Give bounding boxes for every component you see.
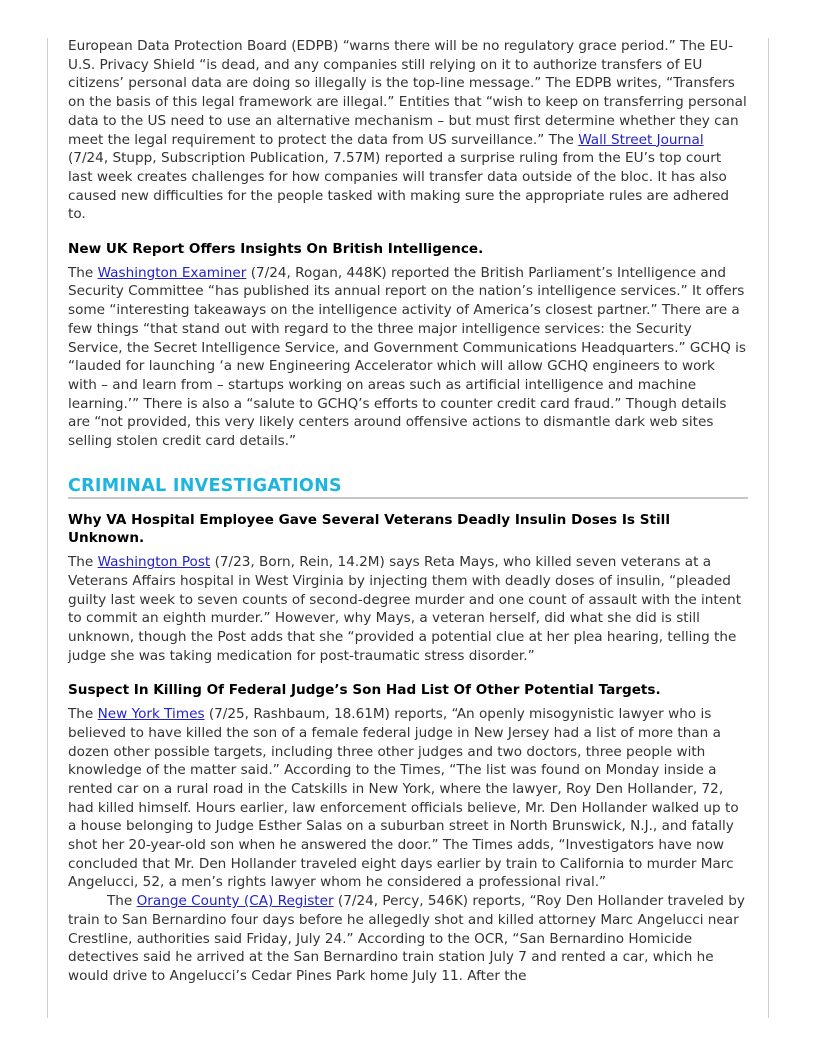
paragraph-text: The [68,554,98,571]
headline-va-hospital: Why VA Hospital Employee Gave Several Veterans Deadly Insulin Doses Is Still Unknown. [68,511,670,547]
paragraph-va-hospital [68,553,748,665]
paragraph-new-york-times [68,705,748,892]
link-orange-county-register[interactable]: Orange County (CA) Register [136,893,334,910]
section-title-criminal-investigations: CRIMINAL INVESTIGATIONS [68,475,748,499]
paragraph-orange-county-register [68,892,748,986]
headline-suspect-judge: Suspect In Killing Of Federal Judge’s Son Had List Of Other Potential Targets. [68,682,661,699]
paragraph-text: (7/24, Stupp, Subscription Publication, 7.57M) reported a surprise ruling from the EU’s top court last week creates challenges for how companies will transfer data outside of the bloc. It has also caused new difficulties for the people tasked with making sure the appropriate rules are adhered to. [68,150,730,223]
link-washington-post[interactable]: Washington Post [97,554,211,571]
paragraph-text: (7/24, Percy, 546K) reports, “Roy Den Hollander traveled by train to San Bernardino four days before he allegedly shot and killed attorney Marc Angelucci near Crestline, authorities said Friday, July 24.” According to the OCR, “San Bernardino Homicide detectives said he arrived at the San Bernardino train station July 7 and rented a car, which he would drive to Angelucci’s Cedar Pines Park home July 11. After the [68,893,745,984]
document-body [68,37,748,986]
paragraph-text: (7/23, Born, Rein, 14.2M) says Reta Mays, who killed seven veterans at a Veterans Affairs hospital in West Virginia by injecting them with deadly doses of insulin, “pleaded guilty last week to seven counts of second-degree murder and one count of assault with the intent to commit an eighth murder.” However, why Mays, a veteran herself, did what she did is still unknown, though the Post adds that she “provided a potential clue at her plea hearing, telling the judge she was taking medication for post-traumatic stress disorder.” [68,554,742,664]
link-washington-examiner[interactable]: Washington Examiner [97,264,247,281]
paragraph-uk-report [68,264,748,451]
paragraph-edpb [68,37,748,224]
paragraph-text: (7/25, Rashbaum, 18.61M) reports, “An openly misogynistic lawyer who is believed to have killed the son of a female federal judge in New Jersey had a list of more than a dozen other possible targets, including three other judges and two doctors, three people with knowledge of the matter said.” According to the Times, “The list was found on Monday inside a rented car on a rural road in the Catskills in New York, where the lawyer, Roy Den Hollander, 72, had killed himself. Hours earlier, law enforcement officials believe, Mr. Den Hollander walked up to a house belonging to Judge Esther Salas on a suburban street in North Brunswick, N.J., and fatally shot her 20-year-old son when he answered the door.” The Times adds, “Investigators have now concluded that Mr. Den Hollander traveled eight days earlier by train to California to murder Marc Angelucci, 52, a men’s rights lawyer whom he considered a professional rival.” [68,706,739,891]
paragraph-text: The [68,264,98,281]
paragraph-text: The [107,893,137,910]
link-wall-street-journal[interactable]: Wall Street Journal [578,131,704,148]
headline-uk-report: New UK Report Offers Insights On British Intelligence. [68,241,484,258]
paragraph-text: The [68,706,98,723]
paragraph-text: (7/24, Rogan, 448K) reported the British Parliament’s Intelligence and Security Committee “has published its annual report on the nation’s intelligence services.” It offers some “interesting takeaways on the intelligence activity of America’s closest partner.” There are a few things “that stand out with regard to the three major intelligence services: the Security Service, the Secret Intelligence Service, and Government Communications Headquarters.” GCHQ is “lauded for launching ‘a new Engineering Accelerator which will allow GCHQ engineers to work with – and learn from – startups working on areas such as artificial intelligence and machine learning.’” There is also a “salute to GCHQ’s efforts to counter credit card fraud.” Though details are “not provided, this very likely centers around offensive actions to dismantle dark web sites selling stolen credit card details.” [68,264,747,450]
link-new-york-times[interactable]: New York Times [97,706,205,723]
paragraph-text: European Data Protection Board (EDPB) “warns there will be no regulatory grace period.” The EU-U.S. Privacy Shield “is dead, and any companies still relying on it to authorize transfers of EU citizens’ personal data are doing so illegally is the top-line message.” The EDPB writes, “Transfers on the basis of this legal framework are illegal.” Entities that “wish to keep on transferring personal data to the US need to use an alternative mechanism – but must first determine whether they can meet the legal requirement to protect the data from US surveillance.” The [68,38,747,148]
